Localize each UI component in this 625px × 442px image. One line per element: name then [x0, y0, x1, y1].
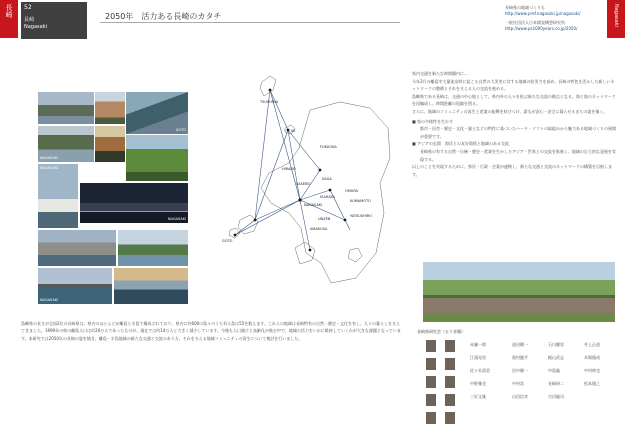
map-label-yatsushiro: YATSUSHIRO: [350, 214, 372, 218]
member-name: 中野雅也: [470, 381, 486, 386]
photo-night-city: [80, 183, 188, 223]
photo-port-city: [38, 230, 116, 266]
right-paragraph-4: さらに、地域のコミュニティの再生と産業の振興を結びつけ、誰もが安心・安全に暮らせるまちの姿を描く。: [412, 108, 608, 114]
bullet-2: ■ アジアの玄関 海洋との友好関係と地域のある交流: [412, 141, 509, 147]
map-coastline: [229, 76, 390, 283]
photo-islands: [118, 230, 188, 266]
link-url-2[interactable]: http://www.ps1000years.co.jp/2050/: [505, 26, 578, 31]
member-photo: [426, 358, 436, 370]
page-number: 52: [24, 4, 32, 11]
member-name: 中島聡: [548, 368, 560, 373]
map-label-goto: GOTO: [222, 239, 233, 243]
side-tab-right-label: Nagasaki: [613, 4, 619, 27]
photo-caption-1: GOTO: [175, 128, 186, 132]
member-photo: [426, 340, 436, 352]
region-en: Nagasaki: [24, 24, 47, 30]
member-name: 池田剛一: [512, 342, 528, 347]
photo-temple: [95, 126, 125, 162]
photo-caption-0: NAGASAKI: [40, 156, 59, 160]
member-name: 木場隆成: [584, 355, 600, 360]
member-name: 中村浩: [512, 381, 524, 386]
map-label-saga: SAGA: [322, 177, 332, 181]
photo-caption-2: NAGASAKI: [40, 166, 59, 170]
link-label-2: 一般社団法人日本開発構想研究所: [505, 20, 565, 25]
side-tab-label: 長崎: [5, 4, 13, 18]
member-name: 石川慶男: [548, 342, 564, 347]
bullet-1: ■ 県の多様性を生かす: [412, 118, 454, 124]
photo-green-hills: [126, 135, 188, 181]
right-text-column: [412, 70, 618, 178]
map-label-iki: IKI: [291, 129, 296, 133]
map-label-omura: OMURA: [345, 189, 359, 193]
photo-research-group: [423, 262, 615, 322]
bullet-1-head: 県の多様性を生かす: [417, 118, 454, 124]
header-links: [505, 5, 580, 32]
right-paragraph-3: 島嶼県である長崎は、交通の中心地として、県内外の人々を結ぶ新たな交流の拠点となる。海と陸のネットワークを再編成し、時間距離の短縮を図る。: [412, 93, 616, 107]
title-divider: [100, 22, 400, 23]
map-label-isahaya: ISAHAYA: [320, 195, 335, 199]
member-name: 江頭光男: [470, 355, 486, 360]
photo-harbor-houses: [38, 92, 94, 124]
member-name: 長崎研二: [548, 381, 564, 386]
member-name: 中村伸也: [584, 368, 600, 373]
bullet-1-body: 都市・田舎・歴史・文化・風土などの特性に基づいたハード・ソフトの取組みから魅力ある地域づくりの展開が重要です。: [420, 126, 616, 139]
map-label-hirado: HIRADO: [282, 167, 296, 171]
map-label-nagasaki: NAGASAKI: [304, 203, 323, 207]
member-name: 吉田聡司: [548, 394, 564, 399]
photo-sea-sunset: [114, 268, 188, 304]
photo-caption-3: NAGASAKI: [167, 217, 186, 221]
kyushu-network-map: [200, 70, 412, 310]
member-name: 赤瀬一郎: [470, 342, 486, 347]
map-label-sasebo: SASEBO: [296, 182, 311, 186]
page-title: 2050年 活力ある長崎のカタチ: [105, 12, 222, 21]
member-name: 佐々木清美: [470, 368, 490, 373]
photo-village-sea: [38, 126, 94, 162]
members-title: 長崎県研究会（五十音順）: [417, 329, 465, 334]
member-photo: [445, 394, 455, 406]
bullet-2-head: アジアの玄関 海洋との友好関係と地域のある交流: [417, 141, 509, 147]
map-label-kumamoto: KUMAMOTO: [350, 199, 371, 203]
member-name: 井上正道: [584, 342, 600, 347]
side-tab-left: [0, 0, 18, 38]
member-photo: [426, 412, 436, 424]
member-name: 梶山武志: [548, 355, 564, 360]
map-label-amakusa: AMAKUSA: [310, 227, 328, 231]
right-paragraph-2: 今年3月の離島中大量流出時に起こる自然の大災害に対する地域の防災力を高め、長崎の特色を活かした新しいネットワークの整備とそれを支える人の交流を進める。: [412, 78, 615, 92]
member-photo: [445, 358, 455, 370]
chapter-block: [21, 2, 87, 39]
member-name: 松本隆之: [584, 381, 600, 386]
member-photo: [445, 412, 455, 424]
photo-caption-4: NAGASAKI: [40, 298, 59, 302]
bottom-text: 島嶼県の長さが全国2位の長崎県は、県内のほとんどが離島と半島で構成されており、県内に約600の島々のうち有人島は55を数えます。これらの地域は長崎特有の自然・歴史・文化を有し、人々の暮らしを支えてきました。1990年の県の離島人口は約20万人であったものが、現在では約14万人と大きく減少しています。今後も人口減少と高齢化が進む中で、地域の活力をいかに維持していくかが大きな課題となっています。本研究では2050年の長崎の姿を描き、離島・半島地域の新たな交通と交流のあり方、それを支える地域コミュニティの再生について検討を行いました。: [21, 321, 401, 341]
photo-bridge: [38, 268, 112, 304]
bullet-2-body: 長崎県の有する自然・伝統・歴史・産業を生かしたアジア・世界との交流を推進し、地域の自立的な発展を実現する。: [420, 148, 616, 162]
right-paragraph-1: 県内交通を新たな時間圏内に…: [412, 71, 468, 76]
side-tab-right: [607, 0, 625, 38]
member-name: 田中健一: [512, 368, 528, 373]
member-photo: [426, 376, 436, 388]
photo-church: [95, 92, 125, 124]
link-label-1: 長崎県の地域づくりも: [505, 5, 545, 10]
map-label-unzen: UNZEN: [318, 217, 331, 221]
photo-coast-aerial: [126, 92, 188, 134]
member-photo: [445, 340, 455, 352]
member-name: 山田信幸: [512, 394, 528, 399]
member-photo: [445, 376, 455, 388]
member-name: 三好文雄: [470, 394, 486, 399]
map-label-tsushima: TSUSHIMA: [260, 100, 279, 104]
link-url-1[interactable]: http://www.pref.nagasaki.jp/nagasaki/: [505, 11, 581, 16]
member-name: 奥村龍平: [512, 355, 528, 360]
map-label-fukuoka: FUKUOKA: [320, 145, 337, 149]
member-photo: [426, 394, 436, 406]
region-ja: 長崎: [24, 17, 35, 23]
closing-paragraph: 以上のことを実現するために、県民・行政・企業が連携し、新たな交通と交流のネットワークの構築を目指します。: [412, 164, 612, 177]
photo-lighthouse: [38, 164, 78, 228]
